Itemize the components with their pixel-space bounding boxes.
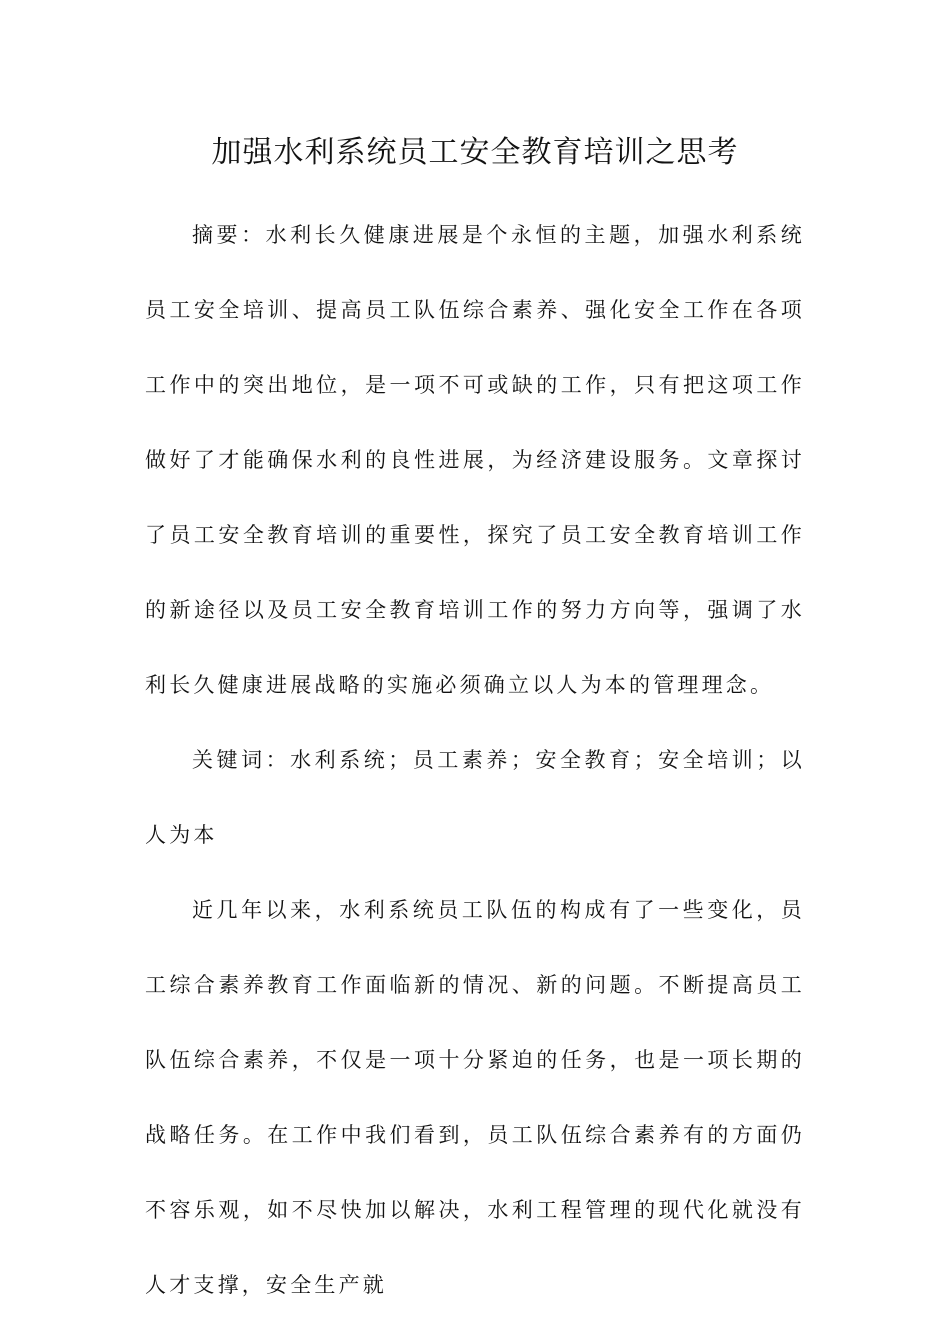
keywords-paragraph: 关键词：水利系统；员工素养；安全教育；安全培训；以人为本 bbox=[145, 748, 805, 847]
body-paragraph: 近几年以来，水利系统员工队伍的构成有了一些变化，员工综合素养教育工作面临新的情况、新的问题。不断提高员工队伍综合素养，不仅是一项十分紧迫的任务，也是一项长期的战略任务。在工作中我们看到，员工队伍综合素养有的方面仍不容乐观，如不尽快加以解决，水利工程管理的现代化就没有人才支撑，安全生产就 bbox=[145, 898, 805, 1297]
document-title: 加强水利系统员工安全教育培训之思考 bbox=[211, 135, 739, 170]
abstract-paragraph: 摘要：水利长久健康进展是个永恒的主题，加强水利系统员工安全培训、提高员工队伍综合素养、强化安全工作在各项工作中的突出地位，是一项不可或缺的工作，只有把这项工作做好了才能确保水利的良性进展，为经济建设服务。文章探讨了员工安全教育培训的重要性，探究了员工安全教育培训工作的新途径以及员工安全教育培训工作的努力方向等，强调了水利长久健康进展战略的实施必须确立以人为本的管理理念。 bbox=[145, 223, 805, 697]
document-body bbox=[145, 198, 805, 1323]
